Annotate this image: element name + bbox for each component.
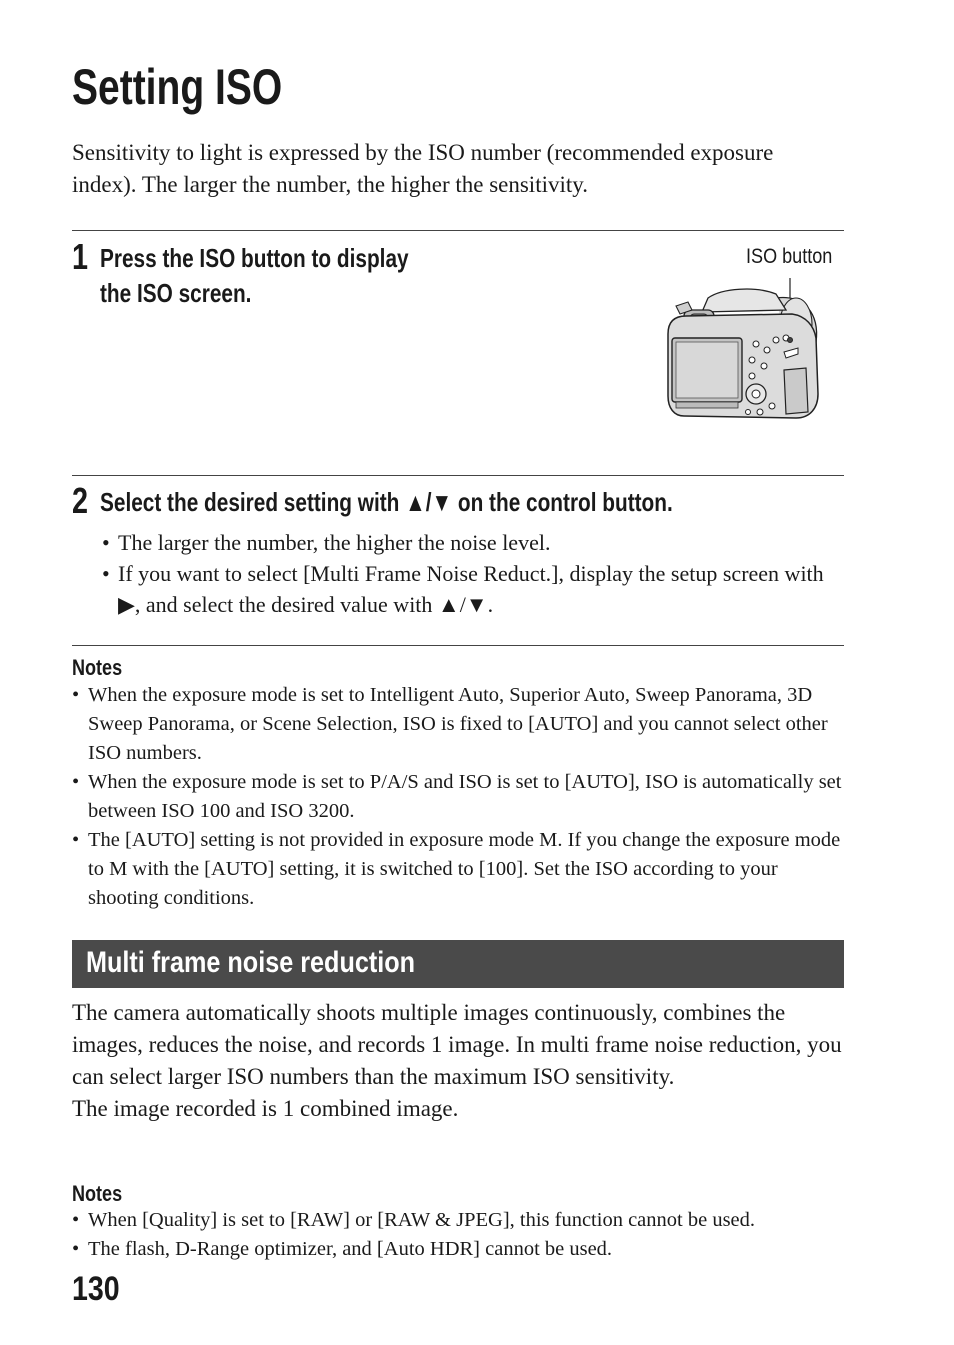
- divider: [72, 475, 844, 476]
- section-heading-bar: [72, 940, 844, 988]
- iso-button-callout-label: ISO button: [746, 245, 833, 268]
- divider: [72, 230, 844, 231]
- step-1-line-1: Press the ISO button to display: [100, 243, 409, 273]
- divider: [72, 645, 844, 646]
- notes-list: [72, 1206, 844, 1264]
- list-item: • When the exposure mode is set to P/A/S and ISO is set to [AUTO], ISO is automatically set between ISO 100 and ISO 3200.: [72, 768, 844, 826]
- list-item: • When [Quality] is set to [RAW] or [RAW & JPEG], this function cannot be used.: [72, 1206, 844, 1235]
- notes-heading: Notes: [72, 1181, 123, 1206]
- list-item: • If you want to select [Multi Frame Noise Reduct.], display the setup screen with ▶, and select the desired value with ▲/▼.: [102, 558, 844, 620]
- step-2-number: 2: [72, 480, 89, 521]
- notes-list: [72, 681, 844, 913]
- list-item: • The [AUTO] setting is not provided in exposure mode M. If you change the exposure mode to M with the [AUTO] setting, it is switched to [100]. Set the ISO according to your shooting conditions.: [72, 826, 844, 913]
- step-1-line-2: the ISO screen.: [100, 278, 252, 308]
- list-item: • The larger the number, the higher the noise level.: [102, 527, 844, 558]
- notes-heading: Notes: [72, 655, 123, 680]
- intro-paragraph: Sensitivity to light is expressed by the ISO number (recommended exposure index). The larger the number, the higher the sensitivity.: [72, 140, 774, 197]
- section-body: [72, 997, 844, 1125]
- page-number: 130: [72, 1270, 120, 1308]
- step-2-bullets: [102, 527, 844, 620]
- step-1-number: 1: [72, 236, 89, 277]
- section-paragraph: The camera automatically shoots multiple images continuously, combines the images, reduces the noise, and records 1 image. In multi frame noise reduction, you can select larger ISO numbers than the maximum ISO sensitivity.: [72, 1000, 842, 1089]
- step-2-text: Select the desired setting with ▲/▼ on the control button.: [100, 487, 673, 517]
- camera-back-illustration: [664, 276, 822, 426]
- page-title: Setting ISO: [72, 59, 283, 115]
- list-item: • The flash, D-Range optimizer, and [Auto HDR] cannot be used.: [72, 1235, 844, 1264]
- list-item: • When the exposure mode is set to Intelligent Auto, Superior Auto, Sweep Panorama, 3D Sweep Panorama, or Scene Selection, ISO is fixed to [AUTO] and you cannot select other ISO numbers.: [72, 681, 844, 768]
- section-heading: Multi frame noise reduction: [86, 946, 416, 979]
- section-paragraph: The image recorded is 1 combined image.: [72, 1096, 459, 1121]
